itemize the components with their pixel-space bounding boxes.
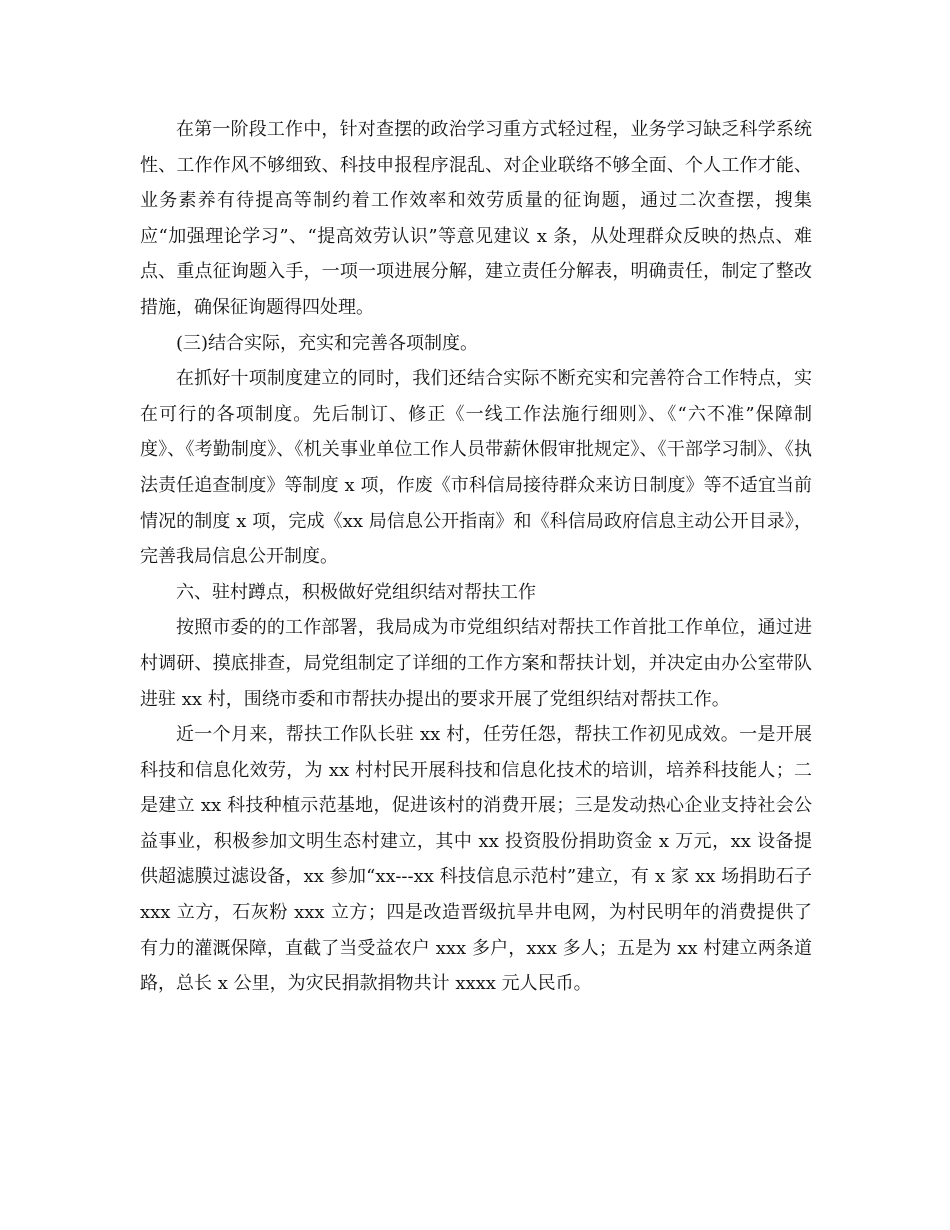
document-body — [140, 112, 812, 1002]
heading-village-assistance: 六、驻村蹲点，积极做好党组织结对帮扶工作 — [176, 581, 536, 603]
heading-improve-systems: (三)结合实际，充实和完善各项制度。 — [176, 332, 479, 354]
paragraph-assistance-results: 近一个月来，帮扶工作队长驻 xx 村，任劳任怨，帮扶工作初见成效。一是开展科技和信息化效劳，为 xx 村村民开展科技和信息化技术的培训，培养科技能人；二是建立 xx 科技种植示范基地，促进该村的消费开展；三是发动热心企业支持社会公益事业，积极参加文明生态村建立，其中 xx 投资股份捐助资金 x 万元，xx 设备提供超滤膜过滤设备，xx 参加“xx---xx 科技信息示范村”建立，有 x 家 xx 场捐助石子 xxx 立方，石灰粉 xxx 立方；四是改造晋级抗旱井电网，为村民明年的消费提供了有力的灌溉保障，直截了当受益农户 xxx 多户，xxx 多人；五是为 xx 村建立两条道路，总长 x 公里，为灾民捐款捐物共计 xxxx 元人民币。 — [140, 724, 812, 995]
paragraph-assistance-deployment: 按照市委的的工作部署，我局成为市党组织结对帮扶工作首批工作单位，通过进村调研、摸底排查，局党组制定了详细的工作方案和帮扶计划，并决定由办公室带队进驻 xx 村，围绕市委和市帮扶办提出的要求开展了党组织结对帮扶工作。 — [140, 617, 812, 710]
paragraph-stage-one-rectification: 在第一阶段工作中，针对查摆的政治学习重方式轻过程，业务学习缺乏科学系统性、工作作风不够细致、科技申报程序混乱、对企业联络不够全面、个人工作才能、业务素养有待提高等制约着工作效率和效劳质量的征询题，通过二次查摆，搜集应“加强理论学习”、“提高效劳认识”等意见建议 x 条，从处理群众反映的热点、难点、重点征询题入手，一项一项进展分解，建立责任分解表，明确责任，制定了整改措施，确保征询题得四处理。 — [140, 119, 812, 318]
paragraph-systems-detail: 在抓好十项制度建立的同时，我们还结合实际不断充实和完善符合工作特点，实在可行的各项制度。先后制订、修正《一线工作法施行细则》、《“六不准”保障制度》、《考勤制度》、《机关事业单位工作人员带薪休假审批规定》、《干部学习制》、《执法责任追查制度》等制度 x 项，作废《市科信局接待群众来访日制度》等不适宜当前情况的制度 x 项，完成《xx 局信息公开指南》和《科信局政府信息主动公开目录》，完善我局信息公开制度。 — [140, 368, 812, 568]
